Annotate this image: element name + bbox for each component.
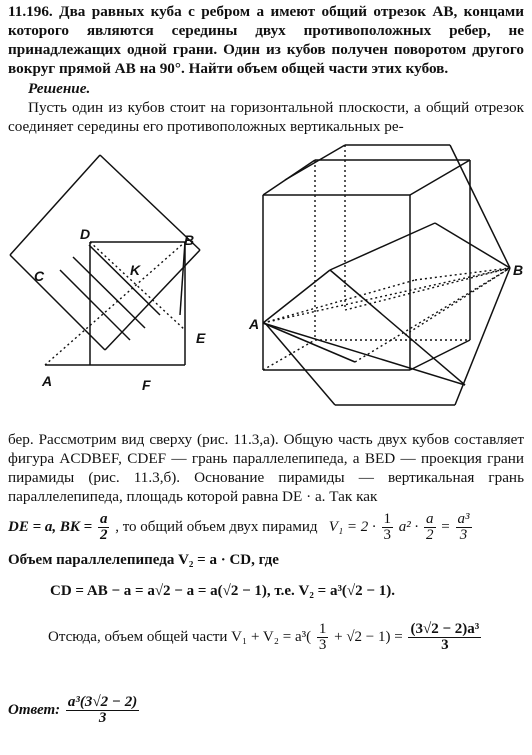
label-B: B (184, 232, 195, 248)
equation-1: DE = a, BK = $\frac{a}{2}$ , то общий объем двух пирамид V₁ = 2 · $\frac{1}{3}$ a² · $\frac{a}{2}$ = $\frac{\text{a³}}{3}$ (8, 511, 470, 543)
label-D: D (80, 226, 91, 242)
problem-number: 11.196. (8, 3, 53, 20)
label-F: F (142, 377, 151, 393)
equation-2: CD = AB − a = a√2 − a = a(√2 − 1), т.е. V₂ = a³(√2 − 1). (50, 583, 395, 599)
label-E: E (196, 330, 206, 346)
problem-text (8, 2, 524, 78)
parallelepiped-volume-line: Объем параллелепипеда V₂ = a · CD, где (8, 552, 279, 568)
label-C: C (34, 268, 45, 284)
paragraph-2: бер. Рассмотрим вид сверху (рис. 11.3,а). Общую часть двух кубов составляет фигура ACDBEF, CDEF — грань параллелепипеда, а BED — проекция грани пирамиды (рис. 11.3,б). Основание пирамиды — вертикальная грань параллелепипеда, площадь которой равна DE · a. Так как (8, 431, 524, 505)
equation-3: Отсюда, объем общей части V₁ + V₂ = a³( $\frac{1}{3}$ + √2 − 1) = $\frac{\text{(3√2 − 2)a³}}{3}$ (48, 621, 480, 653)
paragraph-1: Пусть один из кубов стоит на горизонтальной плоскости, а общий отрезок соединяет середины его противоположных вертикальных ре- (8, 99, 524, 135)
problem-body: Два равных куба с ребром a имеют общий отрезок AB, концами которого являются середины двух противоположных ребер, не принадлежащих одной грани. Один из кубов получен поворотом другого вокруг прямой AB на 90°. Найти объем общей части этих кубов. (8, 3, 525, 77)
label-3d-B: B (513, 262, 524, 278)
label-A: A (42, 373, 53, 389)
answer: Ответ: $\frac{\text{a³(3√2 − 2)}}{3}$ (8, 694, 138, 726)
solution-heading: Решение. (28, 80, 91, 97)
label-K: K (130, 262, 141, 278)
label-3d-A: A (249, 316, 260, 332)
figure-b-3d-view (255, 140, 525, 410)
